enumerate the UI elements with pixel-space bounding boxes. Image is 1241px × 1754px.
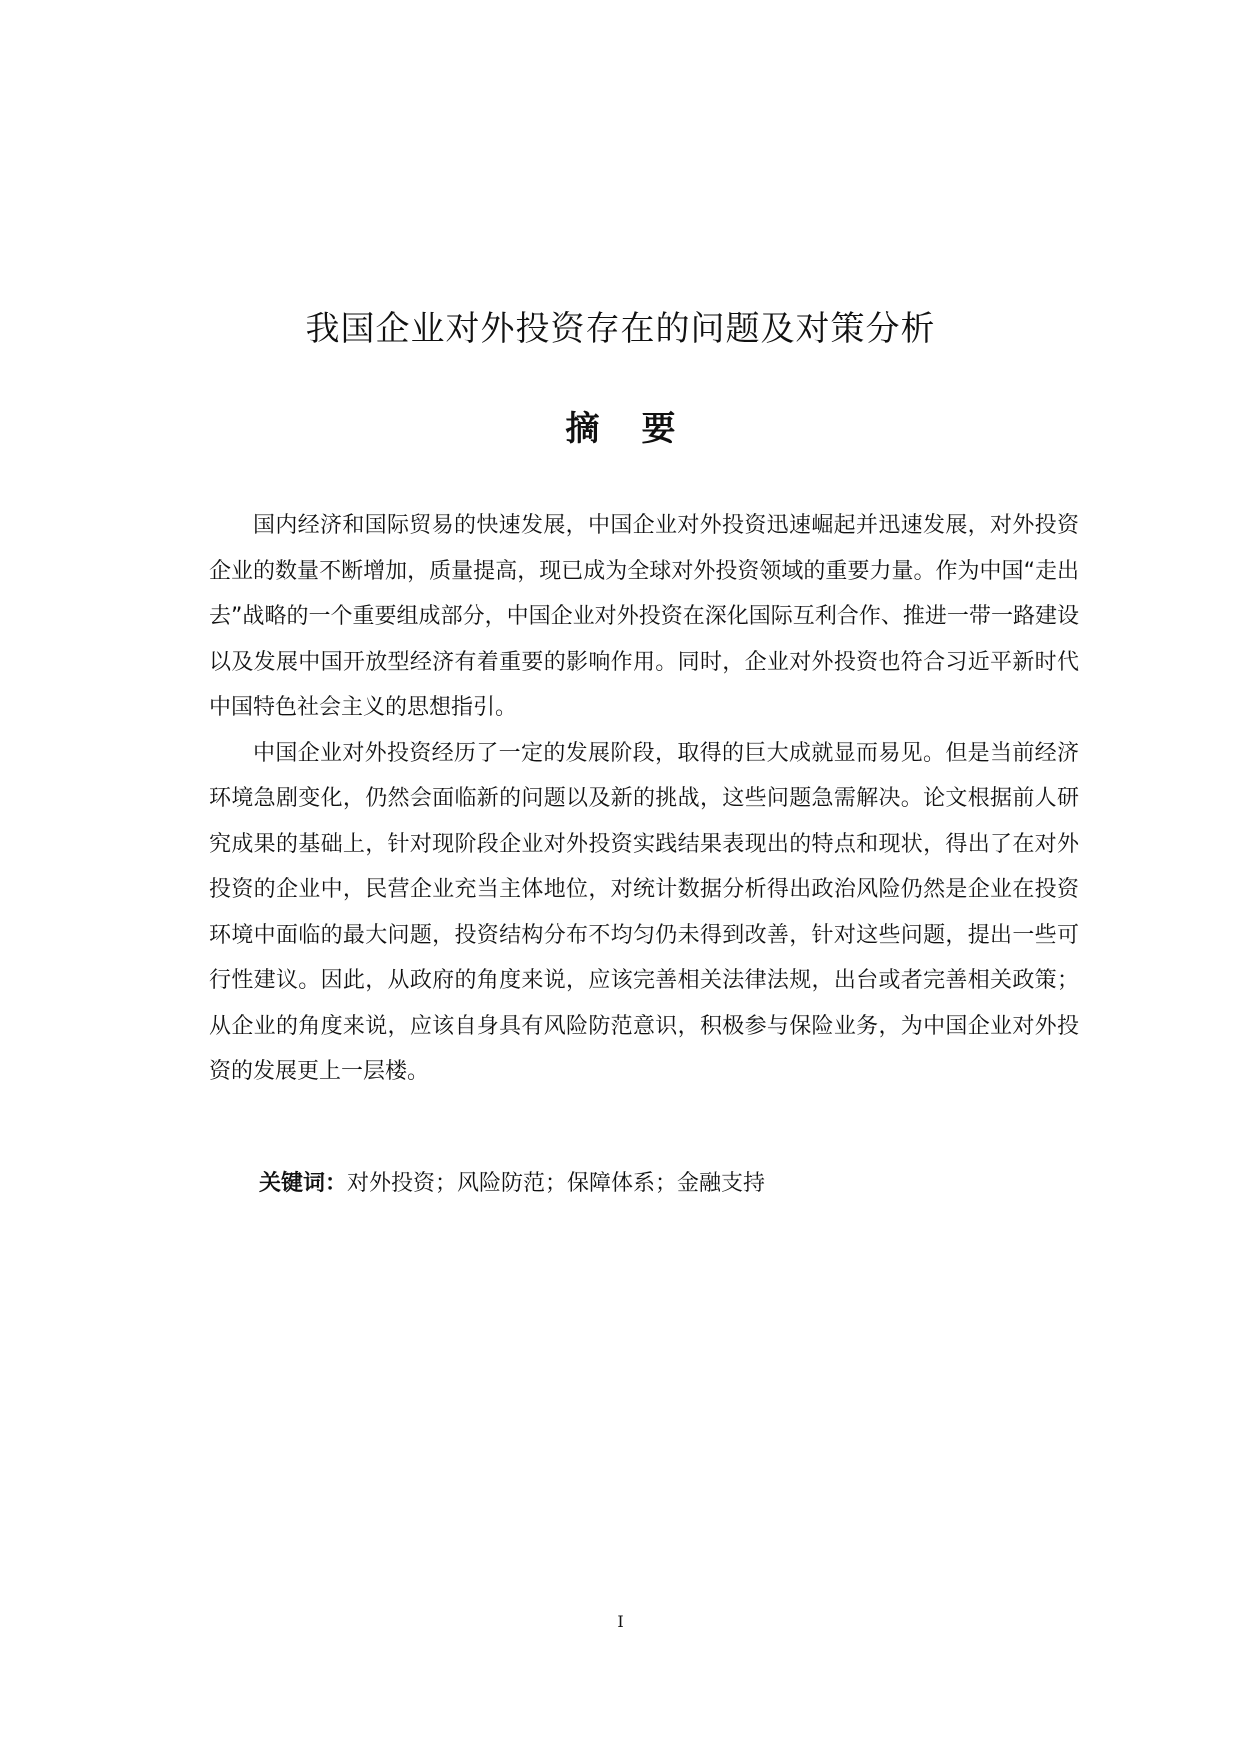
abstract-heading: 摘要 <box>565 409 718 449</box>
abstract-paragraph-1: 国内经济和国际贸易的快速发展，中国企业对外投资迅速崛起并迅速发展，对外投资企业的数量不断增加，质量提高，现已成为全球对外投资领域的重要力量。作为中国“走出去”战略的一个重要组成部分，中国企业对外投资在深化国际互利合作、推进一带一路建设以及发展中国开放型经济有着重要的影响作用。同时，企业对外投资也符合习近平新时代中国特色社会主义的思想指引。 <box>209 513 1079 720</box>
keywords-text: 对外投资；风险防范；保障体系；金融支持 <box>347 1171 766 1196</box>
document-title: 我国企业对外投资存在的问题及对策分析 <box>305 309 936 349</box>
abstract-body <box>209 503 1079 1095</box>
keywords-line <box>259 1161 765 1206</box>
keywords-label: 关键词： <box>259 1171 348 1196</box>
abstract-paragraph-2: 中国企业对外投资经历了一定的发展阶段，取得的巨大成就显而易见。但是当前经济环境急剧变化，仍然会面临新的问题以及新的挑战，这些问题急需解决。论文根据前人研究成果的基础上，针对现阶段企业对外投资实践结果表现出的特点和现状，得出了在对外投资的企业中，民营企业充当主体地位，对统计数据分析得出政治风险仍然是企业在投资环境中面临的最大问题，投资结构分布不均匀仍未得到改善，针对这些问题，提出一些可行性建议。因此，从政府的角度来说，应该完善相关法律法规，出台或者完善相关政策；从企业的角度来说，应该自身具有风险防范意识，积极参与保险业务，为中国企业对外投资的发展更上一层楼。 <box>209 740 1079 1084</box>
page-number: I <box>617 1612 624 1631</box>
